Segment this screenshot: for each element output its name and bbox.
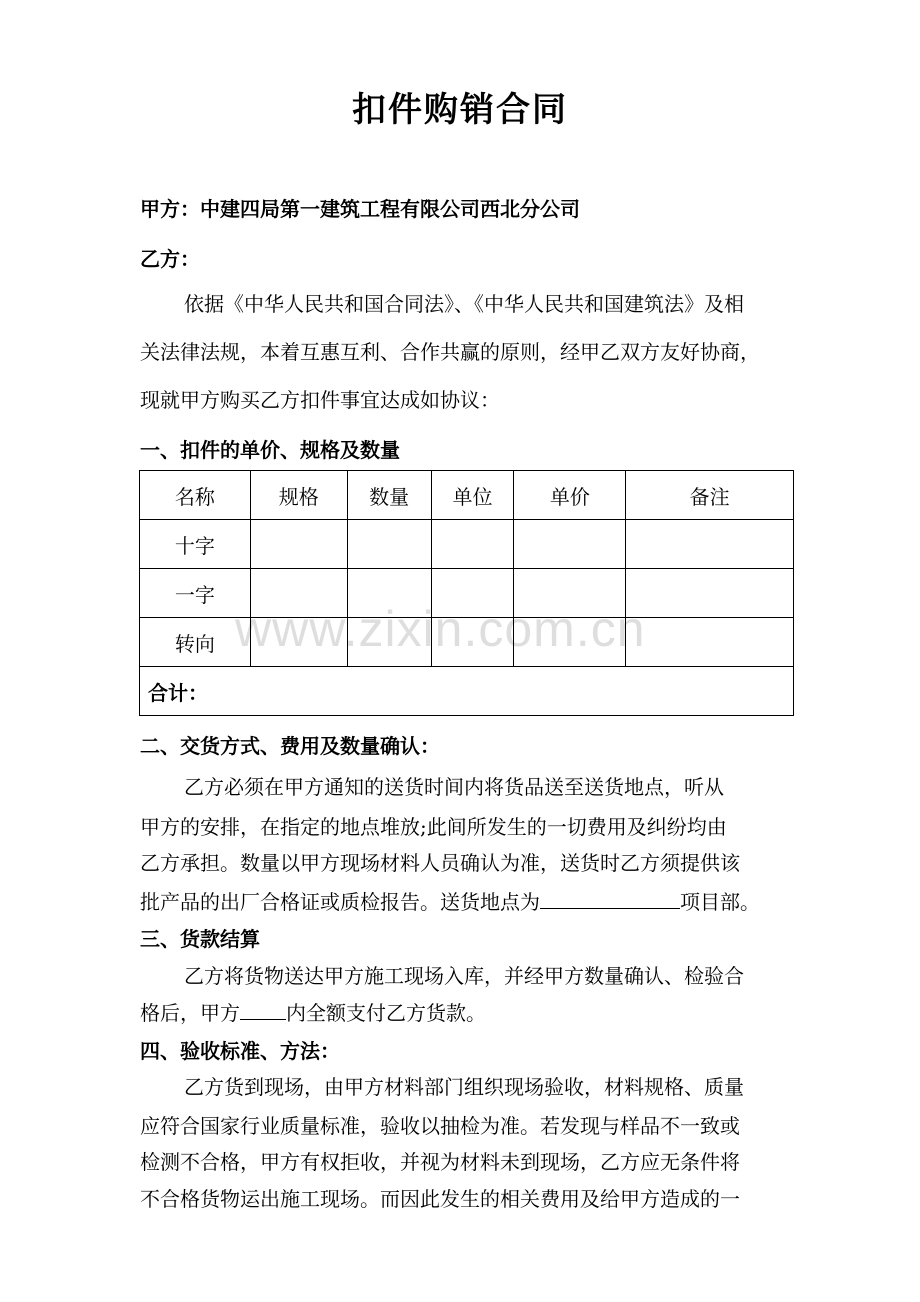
section3-line-2-prefix: 格后，甲方: [140, 1001, 240, 1025]
total-label: 合计：: [140, 667, 794, 716]
cell-quantity: [347, 569, 431, 618]
cell-unit-price: [514, 618, 626, 667]
section1-heading: 一、扣件的单价、规格及数量: [140, 438, 400, 462]
section2-line-1: 乙方必须在甲方通知的送货时间内将货品送至送货地点，听从: [184, 775, 724, 799]
party-b: 乙方：: [140, 247, 200, 271]
table-row: [140, 618, 794, 667]
goods-table: [139, 470, 794, 716]
section3-line-2-suffix: 内全额支付乙方货款。: [286, 1001, 486, 1025]
header-unit: 单位: [431, 471, 514, 520]
watermark-text: www.zixin.com.cn: [235, 601, 646, 657]
header-unit-price: 单价: [514, 471, 626, 520]
section4-line-2: 应符合国家行业质量标准，验收以抽检为准。若发现与样品不一致或: [140, 1114, 740, 1138]
section2-line-4-suffix: 项目部。: [680, 890, 760, 914]
section4-line-1: 乙方货到现场，由甲方材料部门组织现场验收，材料规格、质量: [184, 1075, 744, 1099]
table-row: [140, 569, 794, 618]
header-name: 名称: [140, 471, 251, 520]
section2-heading: 二、交货方式、费用及数量确认：: [140, 734, 440, 758]
cell-item-name: 一字: [140, 569, 251, 618]
payment-period-blank[interactable]: [240, 997, 286, 1020]
cell-spec: [250, 569, 347, 618]
cell-remarks: [626, 520, 794, 569]
table-total-row: [140, 667, 794, 716]
header-spec: 规格: [250, 471, 347, 520]
header-quantity: 数量: [347, 471, 431, 520]
section2-line-4-prefix: 批产品的出厂合格证或质检报告。送货地点为: [140, 890, 540, 914]
section4-line-4: 不合格货物运出施工现场。而因此发生的相关费用及给甲方造成的一: [140, 1187, 740, 1211]
table-row: [140, 520, 794, 569]
cell-unit: [431, 520, 514, 569]
cell-unit: [431, 618, 514, 667]
intro-line-2: 关法律法规，本着互惠互利、合作共赢的原则，经甲乙双方友好协商，: [140, 340, 760, 364]
intro-line-3: 现就甲方购买乙方扣件事宜达成如协议：: [140, 388, 500, 412]
section2-line-2: 甲方的安排，在指定的地点堆放;此间所发生的一切费用及纠纷均由: [140, 815, 727, 839]
section4-line-3: 检测不合格，甲方有权拒收，并视为材料未到现场，乙方应无条件将: [140, 1150, 740, 1174]
section4-heading: 四、验收标准、方法：: [140, 1039, 340, 1063]
cell-item-name: 十字: [140, 520, 251, 569]
section3-heading: 三、货款结算: [140, 927, 260, 951]
cell-unit: [431, 569, 514, 618]
party-a: 甲方：中建四局第一建筑工程有限公司西北分公司: [140, 197, 580, 221]
cell-spec: [250, 618, 347, 667]
cell-remarks: [626, 569, 794, 618]
cell-unit-price: [514, 520, 626, 569]
header-remarks: 备注: [626, 471, 794, 520]
cell-item-name: 转向: [140, 618, 251, 667]
cell-remarks: [626, 618, 794, 667]
table-header-row: [140, 471, 794, 520]
intro-line-1: 依据《中华人民共和国合同法》、《中华人民共和国建筑法》及相: [184, 292, 744, 316]
cell-unit-price: [514, 569, 626, 618]
cell-quantity: [347, 520, 431, 569]
delivery-location-blank[interactable]: [540, 886, 680, 909]
section2-line-4: [140, 886, 760, 915]
section3-line-2: [140, 997, 486, 1026]
cell-spec: [250, 520, 347, 569]
section2-line-3: 乙方承担。数量以甲方现场材料人员确认为准，送货时乙方须提供该: [140, 851, 740, 875]
document-title: 扣件购销合同: [352, 90, 568, 130]
section3-line-1: 乙方将货物送达甲方施工现场入库，并经甲方数量确认、检验合: [184, 964, 744, 988]
cell-quantity: [347, 618, 431, 667]
